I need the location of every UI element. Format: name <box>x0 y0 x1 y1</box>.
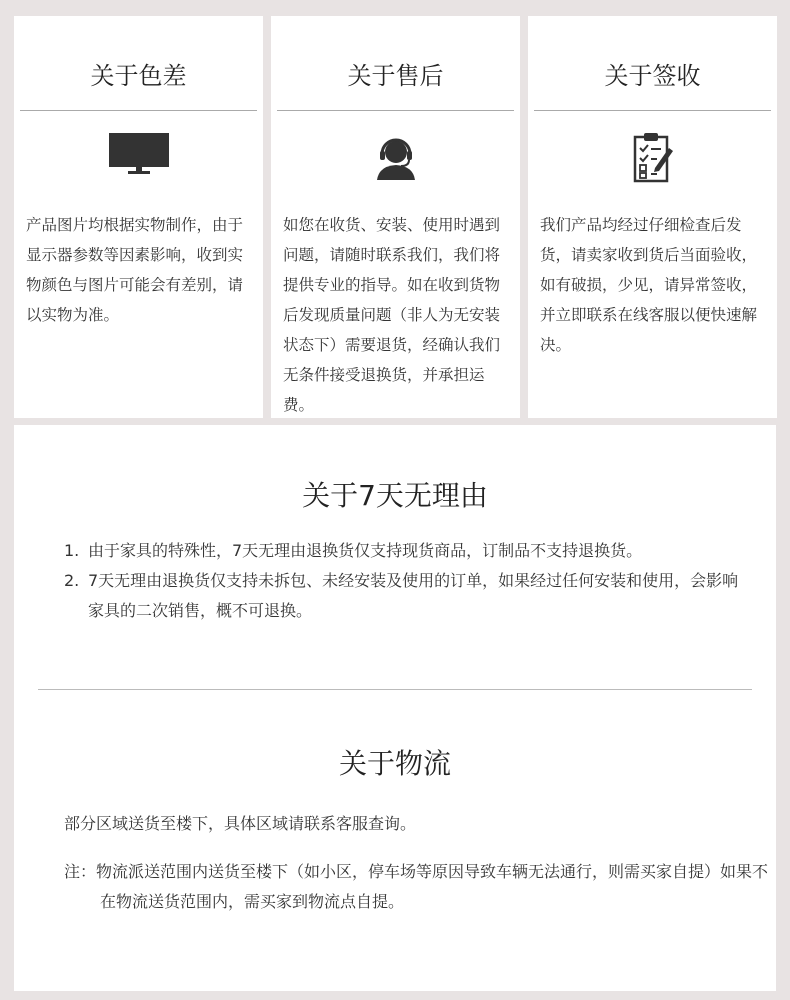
returns-title: 关于7天无理由 <box>302 479 488 512</box>
card-title: 关于签收 <box>604 62 701 90</box>
customer-service-icon <box>271 132 520 182</box>
card-text: 我们产品均经过仔细检查后发货，请卖家收到货后当面验收，如有破损，少见，请异常签收，并立即联系在线客服以便快速解决。 <box>540 216 758 354</box>
list-number: 2. <box>64 571 80 590</box>
card-title: 关于色差 <box>90 62 187 90</box>
card-divider <box>20 110 257 111</box>
card-divider <box>277 110 514 111</box>
card-divider <box>534 110 771 111</box>
logistics-text: 部分区域送货至楼下，具体区域请联系客服查询。 <box>64 814 417 833</box>
logistics-note: 注：物流派送范围内送货至楼下（如小区，停车场等原因导致车辆无法通行，则需买家自提）如果不在物流送货范围内，需买家到物流点自提。 <box>64 862 769 911</box>
delivery-receipt-card <box>528 16 777 418</box>
monitor-icon <box>14 132 263 182</box>
card-text: 产品图片均根据实物制作，由于显示器参数等因素影响，收到实物颜色与图片可能会有差别，请以实物为准。 <box>26 216 244 324</box>
section-divider <box>38 689 752 690</box>
after-sales-card <box>271 16 520 418</box>
list-number: 1. <box>64 541 80 560</box>
list-item-text: 由于家具的特殊性，7天无理由退换货仅支持现货商品，订制品不支持退换货。 <box>88 541 643 560</box>
card-title: 关于售后 <box>347 62 444 90</box>
color-difference-card <box>14 16 263 418</box>
list-item <box>64 536 744 566</box>
logistics-title: 关于物流 <box>338 747 451 780</box>
returns-list <box>64 536 744 626</box>
list-item <box>64 566 744 626</box>
card-text: 如您在收货、安装、使用时遇到问题，请随时联系我们，我们将提供专业的指导。如在收到货物后发现质量问题（非人为无安装状态下）需要退货，经确认我们无条件接受退换货，并承担运费。 <box>283 216 501 414</box>
clipboard-checklist-icon <box>528 132 777 182</box>
list-item-text: 7天无理由退换货仅支持未拆包、未经安装及使用的订单，如果经过任何安装和使用，会影响家具的二次销售，概不可退换。 <box>88 571 739 620</box>
